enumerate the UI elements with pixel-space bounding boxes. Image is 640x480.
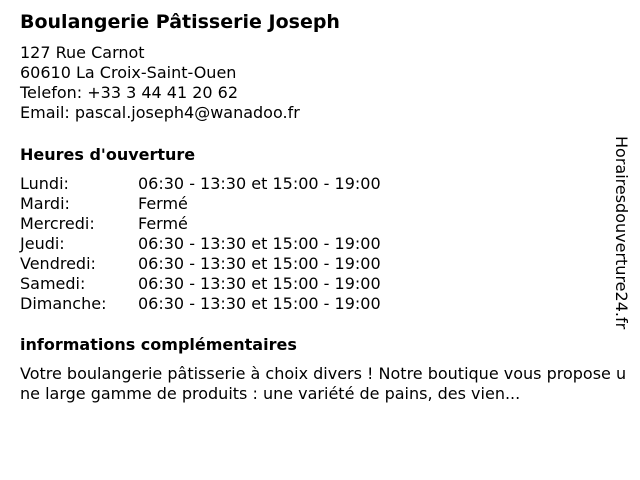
opening-hours-heading: Heures d'ouverture [20,145,196,164]
hours-row-friday [20,254,632,274]
day-label: Samedi: [20,274,86,293]
time-value: Fermé [138,214,188,233]
hours-row-wednesday [20,214,632,234]
email-address: Email: pascal.joseph4@wanadoo.fr [20,103,300,122]
time-value: Fermé [138,194,188,213]
day-label: Mercredi: [20,214,95,233]
hours-row-saturday [20,274,632,294]
site-watermark: Horairesdouverture24.fr [612,136,631,330]
time-value: 06:30 - 13:30 et 15:00 - 19:00 [138,234,381,253]
time-value: 06:30 - 13:30 et 15:00 - 19:00 [138,254,381,273]
hours-row-monday [20,174,632,194]
additional-info-heading: informations complémentaires [20,335,297,354]
day-label: Lundi: [20,174,69,193]
opening-hours-table [20,174,632,314]
hours-row-tuesday [20,194,632,214]
time-value: 06:30 - 13:30 et 15:00 - 19:00 [138,174,381,193]
day-label: Vendredi: [20,254,96,273]
hours-row-sunday [20,294,632,314]
hours-row-thursday [20,234,632,254]
day-label: Dimanche: [20,294,107,313]
city-address: 60610 La Croix-Saint-Ouen [20,63,237,82]
day-label: Jeudi: [20,234,65,253]
business-description: Votre boulangerie pâtisserie à choix divers ! Notre boutique vous propose une large gamme de produits : une variété de pains, des vien... [20,364,627,403]
time-value: 06:30 - 13:30 et 15:00 - 19:00 [138,274,381,293]
time-value: 06:30 - 13:30 et 15:00 - 19:00 [138,294,381,313]
phone-number: Telefon: +33 3 44 41 20 62 [20,83,239,102]
day-label: Mardi: [20,194,70,213]
street-address: 127 Rue Carnot [20,43,145,62]
business-name: Boulangerie Pâtisserie Joseph [20,11,340,33]
business-card [20,10,632,404]
address-block [20,43,632,123]
